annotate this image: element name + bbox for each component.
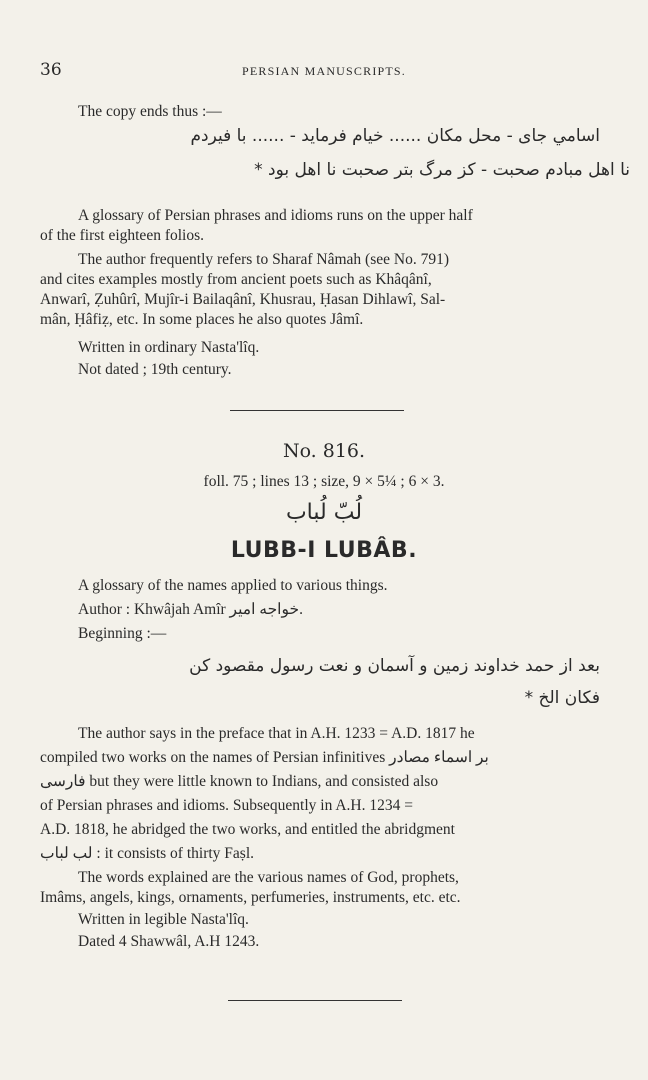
persian-title: لُبّ لُباب xyxy=(285,500,363,525)
preface-line-5: A.D. 1818, he abridged the two works, and entitled the abridgment xyxy=(40,821,455,838)
glossary-line-2: of the first eighteen folios. xyxy=(40,227,204,244)
entry-author: Author : Khwâjah Amîr خواجه امير. xyxy=(78,601,303,618)
persian-quote-line-2: نا اهل مبادم صحبت - كز مرگ بتر صحبت نا اهل بود * xyxy=(254,160,630,180)
folio-info: foll. 75 ; lines 13 ; size, 9 × 5¼ ; 6 × 3. xyxy=(203,473,445,490)
preface-line-4: of Persian phrases and idioms. Subsequently in A.H. 1234 = xyxy=(40,797,413,814)
section-divider xyxy=(230,410,404,411)
words-explained-line-1: The words explained are the various names of God, prophets, xyxy=(78,869,459,886)
words-explained-line-2: Imâms, angels, kings, ornaments, perfumeries, instruments, etc. etc. xyxy=(40,889,461,906)
entry-description: A glossary of the names applied to various things. xyxy=(78,577,388,594)
written-note: Written in ordinary Nasta'lîq. xyxy=(78,339,260,356)
author-refers-line-3: Anwarî, Ẓuhûrî, Mujîr-i Bailaqânî, Khusrau, Ḥasan Dihlawî, Sal- xyxy=(40,291,446,308)
author-refers-line-4: mân, Ḥâfiẓ, etc. In some places he also quotes Jâmî. xyxy=(40,311,364,328)
running-title: PERSIAN MANUSCRIPTS. xyxy=(241,64,407,78)
beginning-persian-line-1: بعد از حمد خداوند زمين و آسمان و نعت رسول مقصود كن xyxy=(189,656,600,676)
glossary-line-1: A glossary of Persian phrases and idioms runs on the upper half xyxy=(78,207,473,224)
copy-ends-label: The copy ends thus :— xyxy=(78,103,222,120)
preface-line-2: compiled two works on the names of Persian infinitives بر اسماء مصادر xyxy=(40,749,489,766)
author-refers-line-2: and cites examples mostly from ancient poets such as Khâqânî, xyxy=(40,271,432,288)
entry-number: No. 816. xyxy=(282,440,366,462)
page-number: 36 xyxy=(40,60,62,80)
beginning-persian-line-2: فكان الخ * xyxy=(524,688,600,708)
author-refers-line-1: The author frequently refers to Sharaf Nâmah (see No. 791) xyxy=(78,251,449,268)
preface-line-3: فارسى but they were little known to Indians, and consisted also xyxy=(40,773,439,790)
persian-quote-line-1: اسامي جاى - محل مكان ...... خيام فرمايد - ...... با فيردم xyxy=(190,126,600,146)
entry-written-note: Written in legible Nasta'lîq. xyxy=(78,911,249,928)
beginning-label: Beginning :— xyxy=(78,625,167,642)
entry-title: LUBB-I LUBÂB. xyxy=(230,538,418,563)
entry-dated-note: Dated 4 Shawwâl, A.H 1243. xyxy=(78,933,260,950)
preface-line-1: The author says in the preface that in A.H. 1233 = A.D. 1817 he xyxy=(78,725,475,742)
dated-note: Not dated ; 19th century. xyxy=(78,361,232,378)
bottom-divider xyxy=(228,1000,402,1001)
preface-line-6: لب لباب : it consists of thirty Faṣl. xyxy=(40,845,255,862)
